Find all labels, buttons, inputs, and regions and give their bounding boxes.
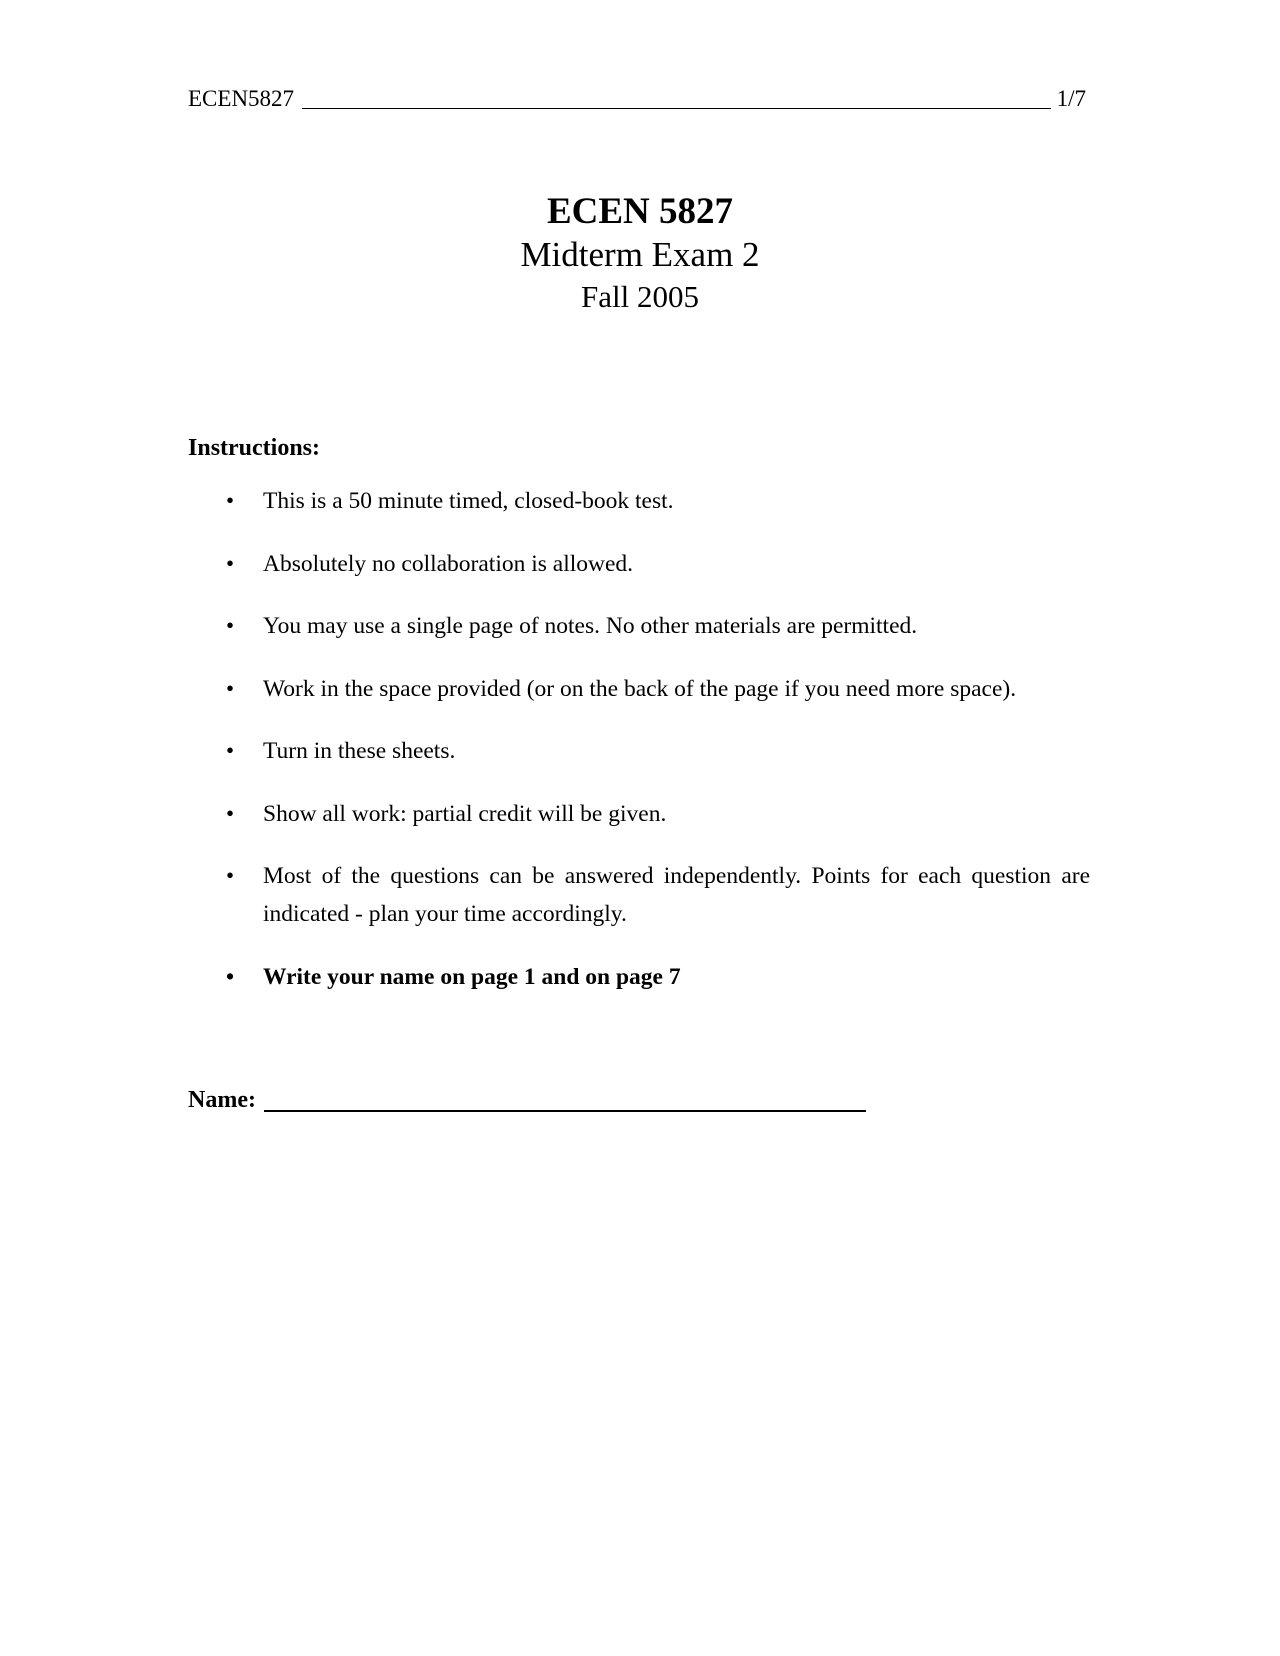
bullet-icon: • [226, 488, 235, 513]
instruction-item [188, 732, 1090, 770]
instruction-text: Write your name on page 1 and on page 7 [263, 963, 681, 990]
exam-title: Midterm Exam 2 [520, 235, 760, 274]
name-field [188, 1084, 866, 1116]
instruction-item [188, 545, 1090, 583]
exam-term: Fall 2005 [581, 279, 699, 314]
header-page-indicator: 1/7 [1056, 86, 1086, 111]
bullet-icon: • [226, 963, 235, 989]
instruction-text: Show all work: partial credit will be given. [263, 800, 667, 827]
instruction-item [188, 857, 1090, 933]
instruction-text: Most of the questions can be answered independently. Points for each question are indicated - plan your time accordingly. [263, 863, 1090, 927]
bullet-icon: • [226, 800, 235, 826]
bullet-icon: • [226, 675, 235, 701]
instruction-text: Absolutely no collaboration is allowed. [263, 550, 634, 577]
header-course-code: ECEN5827 [188, 86, 295, 111]
bullet-icon: • [226, 863, 235, 888]
bullet-icon: • [226, 738, 235, 763]
instruction-item [188, 670, 1090, 708]
instruction-item [188, 795, 1090, 833]
header-rule [302, 108, 1051, 109]
instruction-item [188, 607, 1090, 645]
bullet-icon: • [226, 550, 235, 576]
page-header [188, 84, 1086, 114]
instruction-item-emphasis [188, 958, 1090, 996]
instruction-text: Turn in these sheets. [263, 738, 456, 764]
instruction-item [188, 482, 1090, 520]
course-title: ECEN 5827 [546, 191, 734, 232]
name-input-line[interactable] [264, 1110, 866, 1112]
instruction-text: This is a 50 minute timed, closed-book test. [263, 488, 674, 514]
title-block [0, 190, 1280, 316]
instructions-list [188, 482, 1090, 1020]
instruction-text: Work in the space provided (or on the back of the page if you need more space). [263, 675, 1017, 702]
bullet-icon: • [226, 613, 235, 638]
instruction-text: You may use a single page of notes. No other materials are permitted. [263, 613, 918, 639]
name-label: Name: [188, 1087, 256, 1113]
instructions-heading: Instructions: [188, 435, 321, 461]
